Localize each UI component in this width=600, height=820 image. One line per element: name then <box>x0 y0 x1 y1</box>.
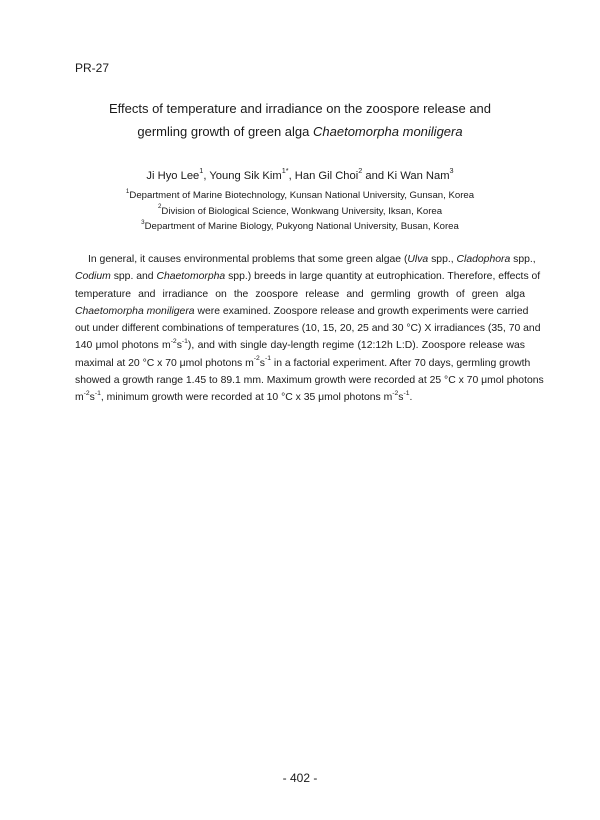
affiliation-item <box>60 188 540 204</box>
title-species: Chaetomorpha moniligera <box>313 124 463 139</box>
abstract-text: maximal at 20 °C x 70 μmol photons m <box>75 357 254 369</box>
abstract-line <box>75 355 531 372</box>
author-name: Young Sik Kim <box>209 170 282 182</box>
unit-exponent: -1 <box>265 355 272 363</box>
author-list <box>60 166 540 183</box>
abstract-text: were examined. Zoospore release and growth experiments were carried <box>194 305 529 317</box>
abstract-text: in a factorial experiment. After 70 days, germling growth <box>271 357 531 369</box>
unit-exponent: -1 <box>94 389 101 397</box>
unit-exponent: -1 <box>403 389 410 397</box>
abstract-text: s <box>259 357 265 369</box>
abstract-line: temperature and irradiance on the zoospore release and germling growth of green alga <box>75 288 525 300</box>
affiliation-text: Department of Marine Biotechnology, Kunsan National University, Gunsan, Korea <box>129 190 475 201</box>
author-name: Ki Wan Nam <box>387 170 450 182</box>
abstract-line <box>75 303 529 320</box>
affiliation-mark: 1 <box>125 187 130 195</box>
abstract-text: spp., <box>510 254 536 265</box>
unit-exponent: -2 <box>392 389 399 397</box>
paper-title <box>60 97 540 143</box>
abstract-line: showed a growth range 1.45 to 89.1 mm. Maximum growth were recorded at 25 °C x 70 μmol photons <box>75 375 544 387</box>
abstract-text: spp., <box>428 254 457 265</box>
author-name: Han Gil Choi <box>294 170 359 182</box>
title-line-2 <box>60 120 540 143</box>
species-name: Chaetomorpha <box>156 271 226 283</box>
title-line-1: Effects of temperature and irradiance on the zoospore release and <box>108 101 492 116</box>
unit-exponent: -1 <box>181 338 188 346</box>
unit-exponent: -2 <box>83 389 90 397</box>
abstract-text: spp.) breeds in large quantity at eutrophication. Therefore, effects of <box>225 271 541 283</box>
abstract-text: s <box>398 392 404 404</box>
abstract-body <box>75 251 544 407</box>
affiliation-item <box>60 204 540 220</box>
species-name: Cladophora <box>456 254 511 265</box>
author-separator: and <box>362 170 388 182</box>
abstract-text: spp. and <box>110 271 157 283</box>
unit-exponent: -2 <box>253 355 260 363</box>
abstract-text: ), and with single day-length regime (12:12h L:D). Zoospore release was <box>187 340 525 352</box>
author-separator: , <box>203 170 210 182</box>
abstract-text: s <box>176 340 182 352</box>
species-name: Codium <box>75 271 111 283</box>
abstract-text: , minimum growth were recorded at 10 °C x 35 μmol photons m <box>100 392 393 404</box>
author-name: Ji Hyo Lee <box>146 170 200 182</box>
abstract-line <box>75 337 525 354</box>
species-name: Ulva <box>407 254 429 265</box>
title-line-2-text: germling growth of green alga <box>137 124 313 139</box>
author-affiliation-mark: 2 <box>358 166 363 176</box>
affiliation-list <box>60 188 540 235</box>
affiliation-mark: 2 <box>157 203 162 211</box>
affiliation-text: Division of Biological Science, Wonkwang University, Iksan, Korea <box>161 205 443 217</box>
species-name: Chaetomorpha moniligera <box>75 305 195 317</box>
abstract-text: . <box>409 392 413 404</box>
abstract-line <box>75 389 525 406</box>
affiliation-text: Department of Marine Biology, Pukyong National University, Busan, Korea <box>144 221 459 232</box>
abstract-line: out under different combinations of temperatures (10, 15, 20, 25 and 30 °C) X irradiances (35, 70 and <box>75 323 541 335</box>
author-affiliation-mark: 1 <box>199 166 204 176</box>
page-number: - 402 - <box>282 771 318 785</box>
author-affiliation-mark: 3 <box>449 166 454 176</box>
author-affiliation-mark: 1* <box>281 166 289 176</box>
abstract-text: s <box>89 392 95 404</box>
unit-exponent: -2 <box>170 338 177 346</box>
abstract-text: 140 μmol photons m <box>75 340 171 352</box>
abstract-text: m <box>75 392 84 404</box>
affiliation-item <box>60 219 540 235</box>
abstract-text: In general, it causes environmental problems that some green algae ( <box>88 254 408 265</box>
affiliation-mark: 3 <box>141 218 145 226</box>
abstract-line <box>75 268 541 285</box>
abstract-line <box>75 251 536 268</box>
page-code: PR-27 <box>75 61 110 75</box>
author-separator: , <box>288 170 295 182</box>
